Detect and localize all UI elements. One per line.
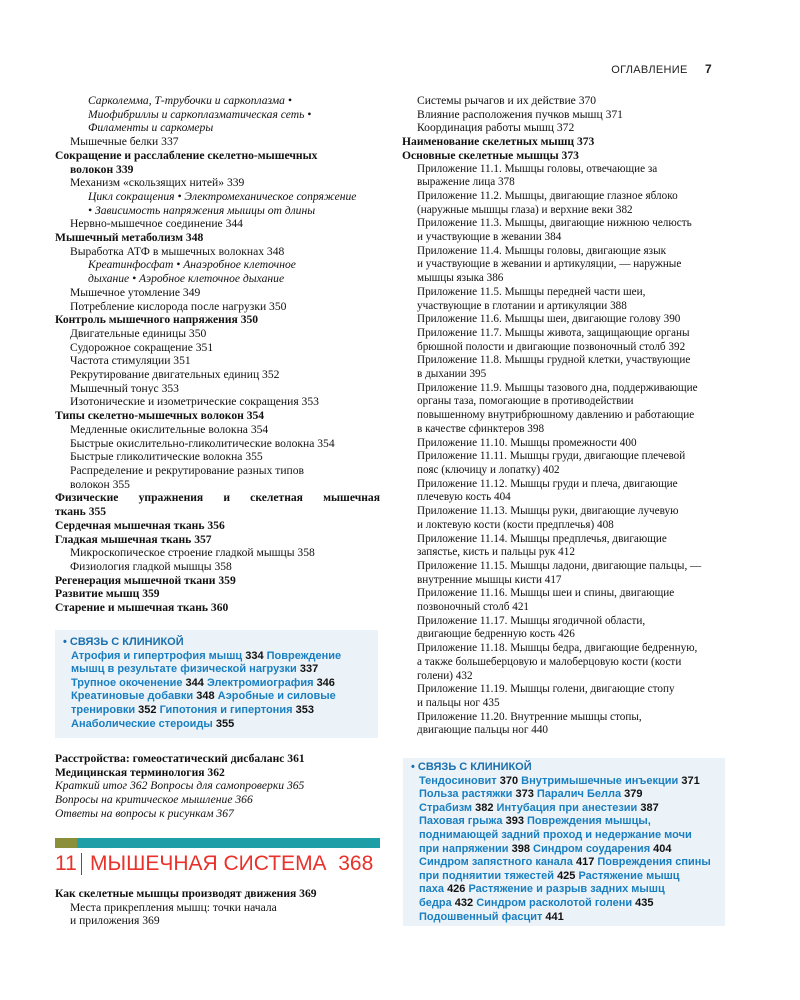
clinic-topic-link[interactable]: Интубация при анестезии: [493, 801, 641, 814]
chapter-end-entry[interactable]: Расстройства: гомеостатический дисбаланс 361: [55, 752, 305, 765]
clinic-line: [411, 883, 725, 897]
right-clinic-box: [403, 758, 725, 926]
clinic-page-number: 346: [316, 676, 335, 689]
page-number: 7: [705, 62, 712, 76]
toc-entry[interactable]: Приложение 11.19. Мышцы голени, двигающие стопу: [417, 683, 675, 696]
toc-entry[interactable]: Наименование скелетных мышц 373: [402, 135, 595, 149]
toc-entry[interactable]: запястье, кисть и пальцы рук 412: [417, 546, 575, 559]
toc-entry[interactable]: Приложение 11.5. Мышцы передней части шеи,: [417, 285, 646, 298]
clinic-topic-link[interactable]: Польза растяжки: [419, 788, 516, 801]
toc-entry[interactable]: Медленные окислительные волокна 354: [70, 422, 269, 436]
clinic-page-number: 373: [515, 788, 534, 801]
toc-entry[interactable]: Типы скелетно-мышечных волокон 354: [55, 409, 265, 423]
toc-entry[interactable]: участвующие в глотании и артикуляции 388: [417, 299, 627, 312]
clinic-topic-link[interactable]: бедра: [419, 896, 455, 909]
clinic-page-number: 435: [635, 896, 654, 909]
toc-entry[interactable]: двигающие пальцы ног 440: [417, 724, 549, 737]
chapter-toc: [55, 887, 380, 928]
toc-entry[interactable]: голени) 432: [417, 669, 473, 682]
toc-entry[interactable]: Миофибриллы и саркоплазматическая сеть •: [88, 107, 312, 121]
toc-entry[interactable]: Мышечный метаболизм 348: [55, 231, 204, 245]
toc-entry[interactable]: Приложение 11.13. Мышцы руки, двигающие лучевую: [417, 505, 679, 518]
toc-entry[interactable]: Приложение 11.14. Мышцы предплечья, двигающие: [417, 532, 667, 545]
clinic-line: [63, 690, 378, 704]
toc-entry[interactable]: и пальцы ног 435: [417, 696, 500, 709]
clinic-page-number: 371: [681, 774, 700, 787]
left-toc-column: [55, 94, 380, 615]
clinic-line: [411, 802, 725, 816]
clinic-page-number: 355: [215, 717, 235, 730]
clinic-topic-link[interactable]: Тендосиновит: [419, 774, 500, 787]
toc-entry[interactable]: Приложение 11.3. Мышцы, двигающие нижнюю челюсть: [417, 217, 692, 230]
clinic-topic-link[interactable]: мышц в результате физической нагрузки: [71, 663, 300, 676]
toc-entry[interactable]: Сердечная мышечная ткань 356: [55, 518, 225, 532]
clinic-box-title: • СВЯЗЬ С КЛИНИКОЙ: [411, 761, 532, 773]
clinic-topic-link[interactable]: поднимающей задний проход и недержание мочи: [419, 828, 692, 841]
chapter-divider-bar: [55, 838, 380, 848]
clinic-topic-link[interactable]: Синдром соударения: [529, 842, 654, 855]
clinic-page-number: 353: [295, 703, 314, 716]
toc-entry[interactable]: Приложение 11.16. Мышцы шеи и спины, двигающие: [417, 587, 675, 600]
clinic-line: [63, 704, 378, 718]
clinic-topic-link[interactable]: Паралич Белла: [533, 788, 625, 801]
toc-entry[interactable]: Мышечный тонус 353: [70, 381, 179, 395]
clinic-page-number: 393: [505, 815, 524, 828]
toc-entry[interactable]: (наружные мышцы глаза) и верхние веки 382: [417, 203, 633, 216]
chapter-end-entry[interactable]: Медицинская терминология 362: [55, 765, 225, 779]
chapter-separator: [81, 853, 82, 875]
clinic-topic-link[interactable]: Синдром расколотой голени: [473, 896, 636, 909]
left-clinic-box: [55, 630, 378, 738]
toc-entry[interactable]: Приложение 11.10. Мышцы промежности 400: [417, 436, 637, 449]
toc-entry[interactable]: Распределение и рекрутирование разных типов: [70, 463, 305, 477]
clinic-page-number: 441: [545, 910, 564, 923]
clinic-topic-link[interactable]: Страбизм: [419, 801, 476, 814]
toc-entry[interactable]: Места прикрепления мышц: точки начала: [70, 900, 277, 914]
toc-entry[interactable]: и локтевую кости (кости предплечья) 408: [417, 518, 614, 531]
clinic-page-number: 370: [499, 774, 519, 787]
toc-entry[interactable]: Физические упражнения и скелетная мышечная: [55, 491, 380, 505]
clinic-topic-link[interactable]: Креатиновые добавки: [71, 690, 197, 703]
toc-entry[interactable]: Приложение 11.18. Мышцы бедра, двигающие бедренную,: [417, 642, 698, 655]
toc-entry[interactable]: Приложение 11.11. Мышцы груди, двигающие плечевой: [417, 450, 686, 463]
clinic-page-number: 387: [640, 801, 659, 814]
toc-entry[interactable]: повышенному внутрибрюшному давлению и работающие: [417, 409, 695, 422]
clinic-topic-link[interactable]: Растяжение мышц: [575, 869, 680, 882]
toc-entry[interactable]: двигающие бедренную кость 426: [417, 628, 575, 641]
toc-entry[interactable]: Координация работы мышц 372: [417, 121, 575, 135]
toc-entry[interactable]: Частота стимуляции 351: [70, 354, 191, 368]
clinic-page-number: 352: [138, 703, 157, 716]
clinic-page-number: 344: [185, 676, 204, 689]
toc-entry[interactable]: Сарколемма, Т-трубочки и саркоплазма •: [88, 94, 292, 107]
clinic-page-number: 348: [196, 690, 215, 703]
toc-entry[interactable]: • Зависимость напряжения мышцы от длины: [88, 203, 316, 217]
toc-entry[interactable]: Изотонические и изометрические сокращения 353: [70, 395, 319, 409]
clinic-topic-link[interactable]: Повреждения спины: [594, 856, 711, 869]
toc-entry[interactable]: и приложения 369: [70, 914, 160, 928]
clinic-page-number: 426: [447, 883, 466, 896]
clinic-topic-link[interactable]: Электромиография: [203, 676, 317, 689]
clinic-topic-link[interactable]: при подняитии тяжестей: [419, 869, 558, 882]
clinic-line: [411, 897, 725, 911]
toc-entry[interactable]: Мышечные белки 337: [70, 135, 179, 149]
toc-entry[interactable]: Рекрутирование двигательных единиц 352: [70, 368, 280, 382]
toc-entry[interactable]: Приложение 11.12. Мышцы груди и плеча, двигающие: [417, 477, 678, 490]
chapter-end-entry[interactable]: Вопросы на критическое мышление 366: [55, 793, 253, 807]
toc-entry[interactable]: Выработка АТФ в мышечных волокнах 348: [70, 244, 285, 258]
toc-entry[interactable]: Приложение 11.4. Мышцы головы, двигающие язык: [417, 244, 667, 257]
toc-entry[interactable]: Приложение 11.15. Мышцы ладони, двигающие пальцы, —: [417, 559, 702, 572]
clinic-line: [411, 856, 725, 870]
clinic-page-number: 425: [557, 869, 576, 882]
toc-entry[interactable]: Микроскопическое строение гладкой мышцы 358: [70, 546, 315, 560]
clinic-topic-link[interactable]: Внутримышечные инъекции: [518, 774, 682, 787]
clinic-topic-link[interactable]: паха: [419, 883, 448, 896]
toc-entry[interactable]: брюшной полости и двигающие позвоночный столб 392: [417, 340, 686, 353]
clinic-topic-link[interactable]: Повреждения мышцы,: [523, 815, 651, 828]
chapter-title: МЫШЕЧНАЯ СИСТЕМА: [90, 852, 327, 875]
clinic-line: [411, 775, 725, 789]
toc-entry[interactable]: Судорожное сокращение 351: [70, 340, 214, 354]
clinic-topic-link[interactable]: Растяжение и разрыв задних мышц: [465, 883, 665, 896]
toc-entry[interactable]: Быстрые гликолитические волокна 355: [70, 450, 263, 464]
clinic-page-number: 398: [511, 842, 530, 855]
clinic-page-number: 417: [575, 856, 595, 869]
toc-entry[interactable]: выражение лица 378: [417, 176, 515, 189]
toc-entry[interactable]: Приложение 11.6. Мышцы шеи, двигающие голову 390: [417, 313, 681, 326]
toc-entry[interactable]: Цикл сокращения • Электромеханическое сопряжение: [88, 189, 357, 203]
toc-entry[interactable]: Как скелетные мышцы производят движения 369: [55, 887, 317, 900]
clinic-page-number: 379: [624, 788, 643, 801]
clinic-line: [63, 650, 378, 664]
clinic-topic-link[interactable]: Паховая грыжа: [419, 815, 506, 828]
clinic-topic-link[interactable]: Синдром запястного канала: [419, 856, 576, 869]
toc-entry[interactable]: ткань 355: [55, 505, 107, 519]
chapter-number: 11: [55, 852, 77, 875]
right-toc-column: [402, 94, 724, 738]
toc-entry[interactable]: Основные скелетные мышцы 373: [402, 148, 579, 162]
toc-entry[interactable]: Сокращение и расслабление скелетно-мышечных: [55, 148, 318, 162]
clinic-line: [411, 788, 725, 802]
clinic-line: [411, 870, 725, 884]
toc-entry[interactable]: Контроль мышечного напряжения 350: [55, 313, 259, 327]
toc-entry[interactable]: органы таза, помогающие в противодействии: [417, 395, 634, 408]
clinic-topic-link[interactable]: при напряжении: [419, 842, 512, 855]
clinic-line: [411, 815, 725, 829]
chapter-end-entry[interactable]: Ответы на вопросы к рисункам 367: [55, 806, 234, 820]
toc-entry[interactable]: в дыхании 395: [417, 368, 487, 381]
toc-entry[interactable]: Приложение 11.9. Мышцы тазового дна, поддерживающие: [417, 381, 698, 394]
clinic-page-number: 382: [475, 801, 494, 814]
toc-entry[interactable]: Механизм «скользящих нитей» 339: [70, 176, 245, 190]
toc-entry[interactable]: в качестве сфинктеров 398: [417, 422, 545, 435]
clinic-topic-link[interactable]: Анаболические стероиды: [71, 717, 216, 730]
toc-entry[interactable]: Гладкая мышечная ткань 357: [55, 532, 212, 546]
clinic-page-number: 337: [299, 663, 319, 676]
clinic-line: [411, 829, 725, 843]
toc-entry[interactable]: Приложение 11.17. Мышцы ягодичной области,: [417, 614, 646, 627]
toc-entry[interactable]: Старение и мышечная ткань 360: [55, 601, 229, 615]
toc-entry[interactable]: Влияние расположения пучков мышц 371: [417, 107, 623, 121]
clinic-topic-link[interactable]: Гипотония и гипертония: [156, 703, 296, 716]
clinic-page-number: 404: [653, 842, 672, 855]
clinic-line: [411, 911, 725, 925]
clinic-page-number: 334: [245, 649, 264, 662]
toc-entry[interactable]: а также большеберцовую и малоберцовую кости (кости: [417, 655, 682, 668]
toc-entry[interactable]: Быстрые окислительно-гликолитические волокна 354: [70, 436, 335, 450]
toc-entry[interactable]: Приложение 11.1. Мышцы головы, отвечающие за: [417, 162, 658, 175]
toc-entry[interactable]: Приложение 11.20. Внутренние мышцы стопы,: [417, 710, 642, 723]
toc-entry[interactable]: Нервно-мышечное соединение 344: [70, 217, 243, 231]
toc-entry[interactable]: Мышечное утомление 349: [70, 285, 201, 299]
toc-entry[interactable]: плечевую кость 404: [417, 491, 511, 504]
toc-entry[interactable]: волокон 339: [70, 162, 134, 176]
clinic-topic-link[interactable]: тренировки: [71, 703, 139, 716]
clinic-topic-link[interactable]: Атрофия и гипертрофия мышц: [71, 649, 246, 662]
toc-entry[interactable]: Двигательные единицы 350: [70, 326, 207, 340]
clinic-page-number: 432: [454, 896, 474, 909]
toc-entry[interactable]: Потребление кислорода после нагрузки 350: [70, 299, 287, 313]
toc-entry[interactable]: волокон 355: [70, 477, 130, 491]
clinic-topic-link[interactable]: Трупное окоченение: [71, 676, 186, 689]
toc-entry[interactable]: дыхание • Аэробное клеточное дыхание: [88, 272, 285, 286]
toc-entry[interactable]: позвоночный столб 421: [417, 601, 530, 614]
toc-entry[interactable]: Приложение 11.7. Мышцы живота, защищающие органы: [417, 326, 690, 339]
toc-entry[interactable]: мышцы языка 386: [417, 272, 504, 285]
toc-entry[interactable]: Креатинфосфат • Анаэробное клеточное: [88, 258, 296, 272]
clinic-topic-link[interactable]: Повреждение: [263, 649, 342, 662]
clinic-line: [63, 718, 378, 732]
toc-entry[interactable]: внутренние мышцы кисти 417: [417, 573, 562, 586]
toc-entry[interactable]: Филаменты и саркомеры: [88, 121, 214, 135]
running-header: [611, 62, 712, 76]
toc-entry[interactable]: Приложение 11.8. Мышцы грудной клетки, участвующие: [417, 354, 691, 367]
clinic-line: [411, 843, 725, 857]
toc-entry[interactable]: Приложение 11.2. Мышцы, двигающие глазное яблоко: [417, 189, 678, 202]
chapter-end-section: [55, 752, 385, 821]
clinic-topic-link[interactable]: Подошвенный фасцит: [419, 910, 546, 923]
clinic-line: [63, 677, 378, 691]
toc-entry[interactable]: Развитие мышц 359: [55, 587, 160, 601]
clinic-topic-link[interactable]: Аэробные и силовые: [214, 690, 336, 703]
toc-entry[interactable]: Регенерация мышечной ткани 359: [55, 573, 236, 587]
clinic-box-title: • СВЯЗЬ С КЛИНИКОЙ: [63, 636, 184, 648]
toc-entry[interactable]: и участвующие в жевании и артикуляции, — наружные: [417, 258, 682, 271]
toc-entry[interactable]: Физиология гладкой мышцы 358: [70, 559, 232, 573]
running-header-section: ОГЛАВЛЕНИЕ: [611, 64, 688, 76]
clinic-line: [63, 663, 378, 677]
toc-entry[interactable]: и участвующие в жевании 384: [417, 231, 562, 244]
toc-entry[interactable]: пояс (ключицу и лопатку) 402: [417, 463, 560, 476]
chapter-heading: [55, 852, 373, 876]
chapter-end-entry[interactable]: Краткий итог 362 Вопросы для самопроверки 365: [55, 779, 305, 793]
chapter-page: 368: [338, 852, 374, 875]
toc-entry[interactable]: Системы рычагов и их действие 370: [417, 94, 597, 107]
chapter-divider-accent: [55, 838, 77, 848]
